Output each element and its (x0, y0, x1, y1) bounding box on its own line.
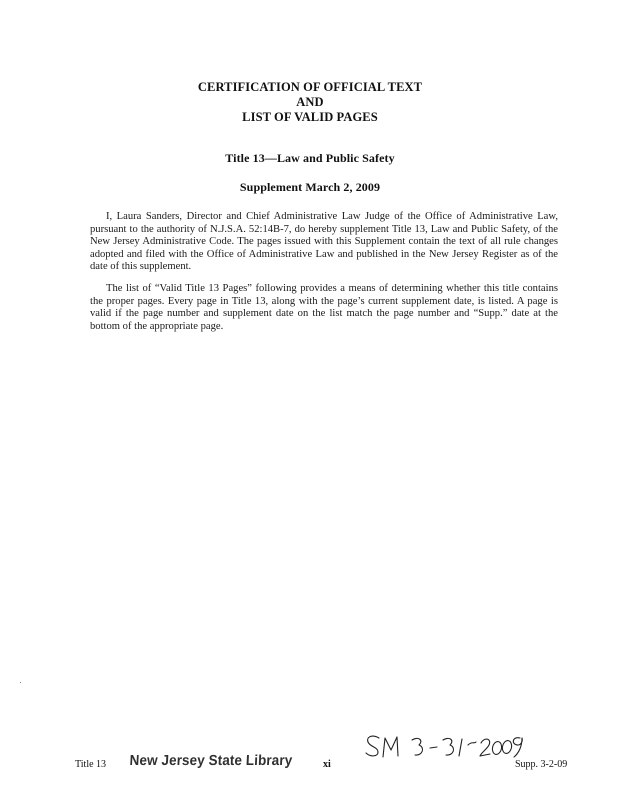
supplement-date-heading: Supplement March 2, 2009 (239, 180, 381, 194)
title-heading: Title 13—Law and Public Safety (225, 151, 395, 165)
page-number: xi (323, 759, 331, 770)
certification-paragraph: I, Laura Sanders, Director and Chief Administrative Law Judge of the Office of Administrative Law, pursuant to the authority of N.J.S.A. 52:14B-7, do hereby supplement Title 13, Law and Public Safety, of the New Jersey Administrative Code. The pages issued with this Supplement contain the text of all rule changes adopted and filed with the Office of Administrative Law and published in the New Jersey Register as of the date of this supplement. (90, 211, 558, 273)
valid-pages-heading: LIST OF VALID PAGES (242, 110, 378, 124)
valid-pages-paragraph: The list of “Valid Title 13 Pages” following provides a means of determining whether this title contains the proper pages. Every page in Title 13, along with the page’s current supplement date, is listed. A page is valid if the page number and supplement date on the list match the page number and “Supp.” date at the bottom of the appropriate page. (90, 283, 558, 332)
heading-and: AND (296, 95, 324, 109)
certification-heading: CERTIFICATION OF OFFICIAL TEXT (197, 80, 423, 94)
scan-speck (20, 682, 21, 683)
library-stamp: New Jersey State Library (129, 753, 293, 769)
footer-title-label: Title 13 (75, 759, 107, 770)
footer-supplement-date: Supp. 3-2-09 (515, 759, 568, 770)
